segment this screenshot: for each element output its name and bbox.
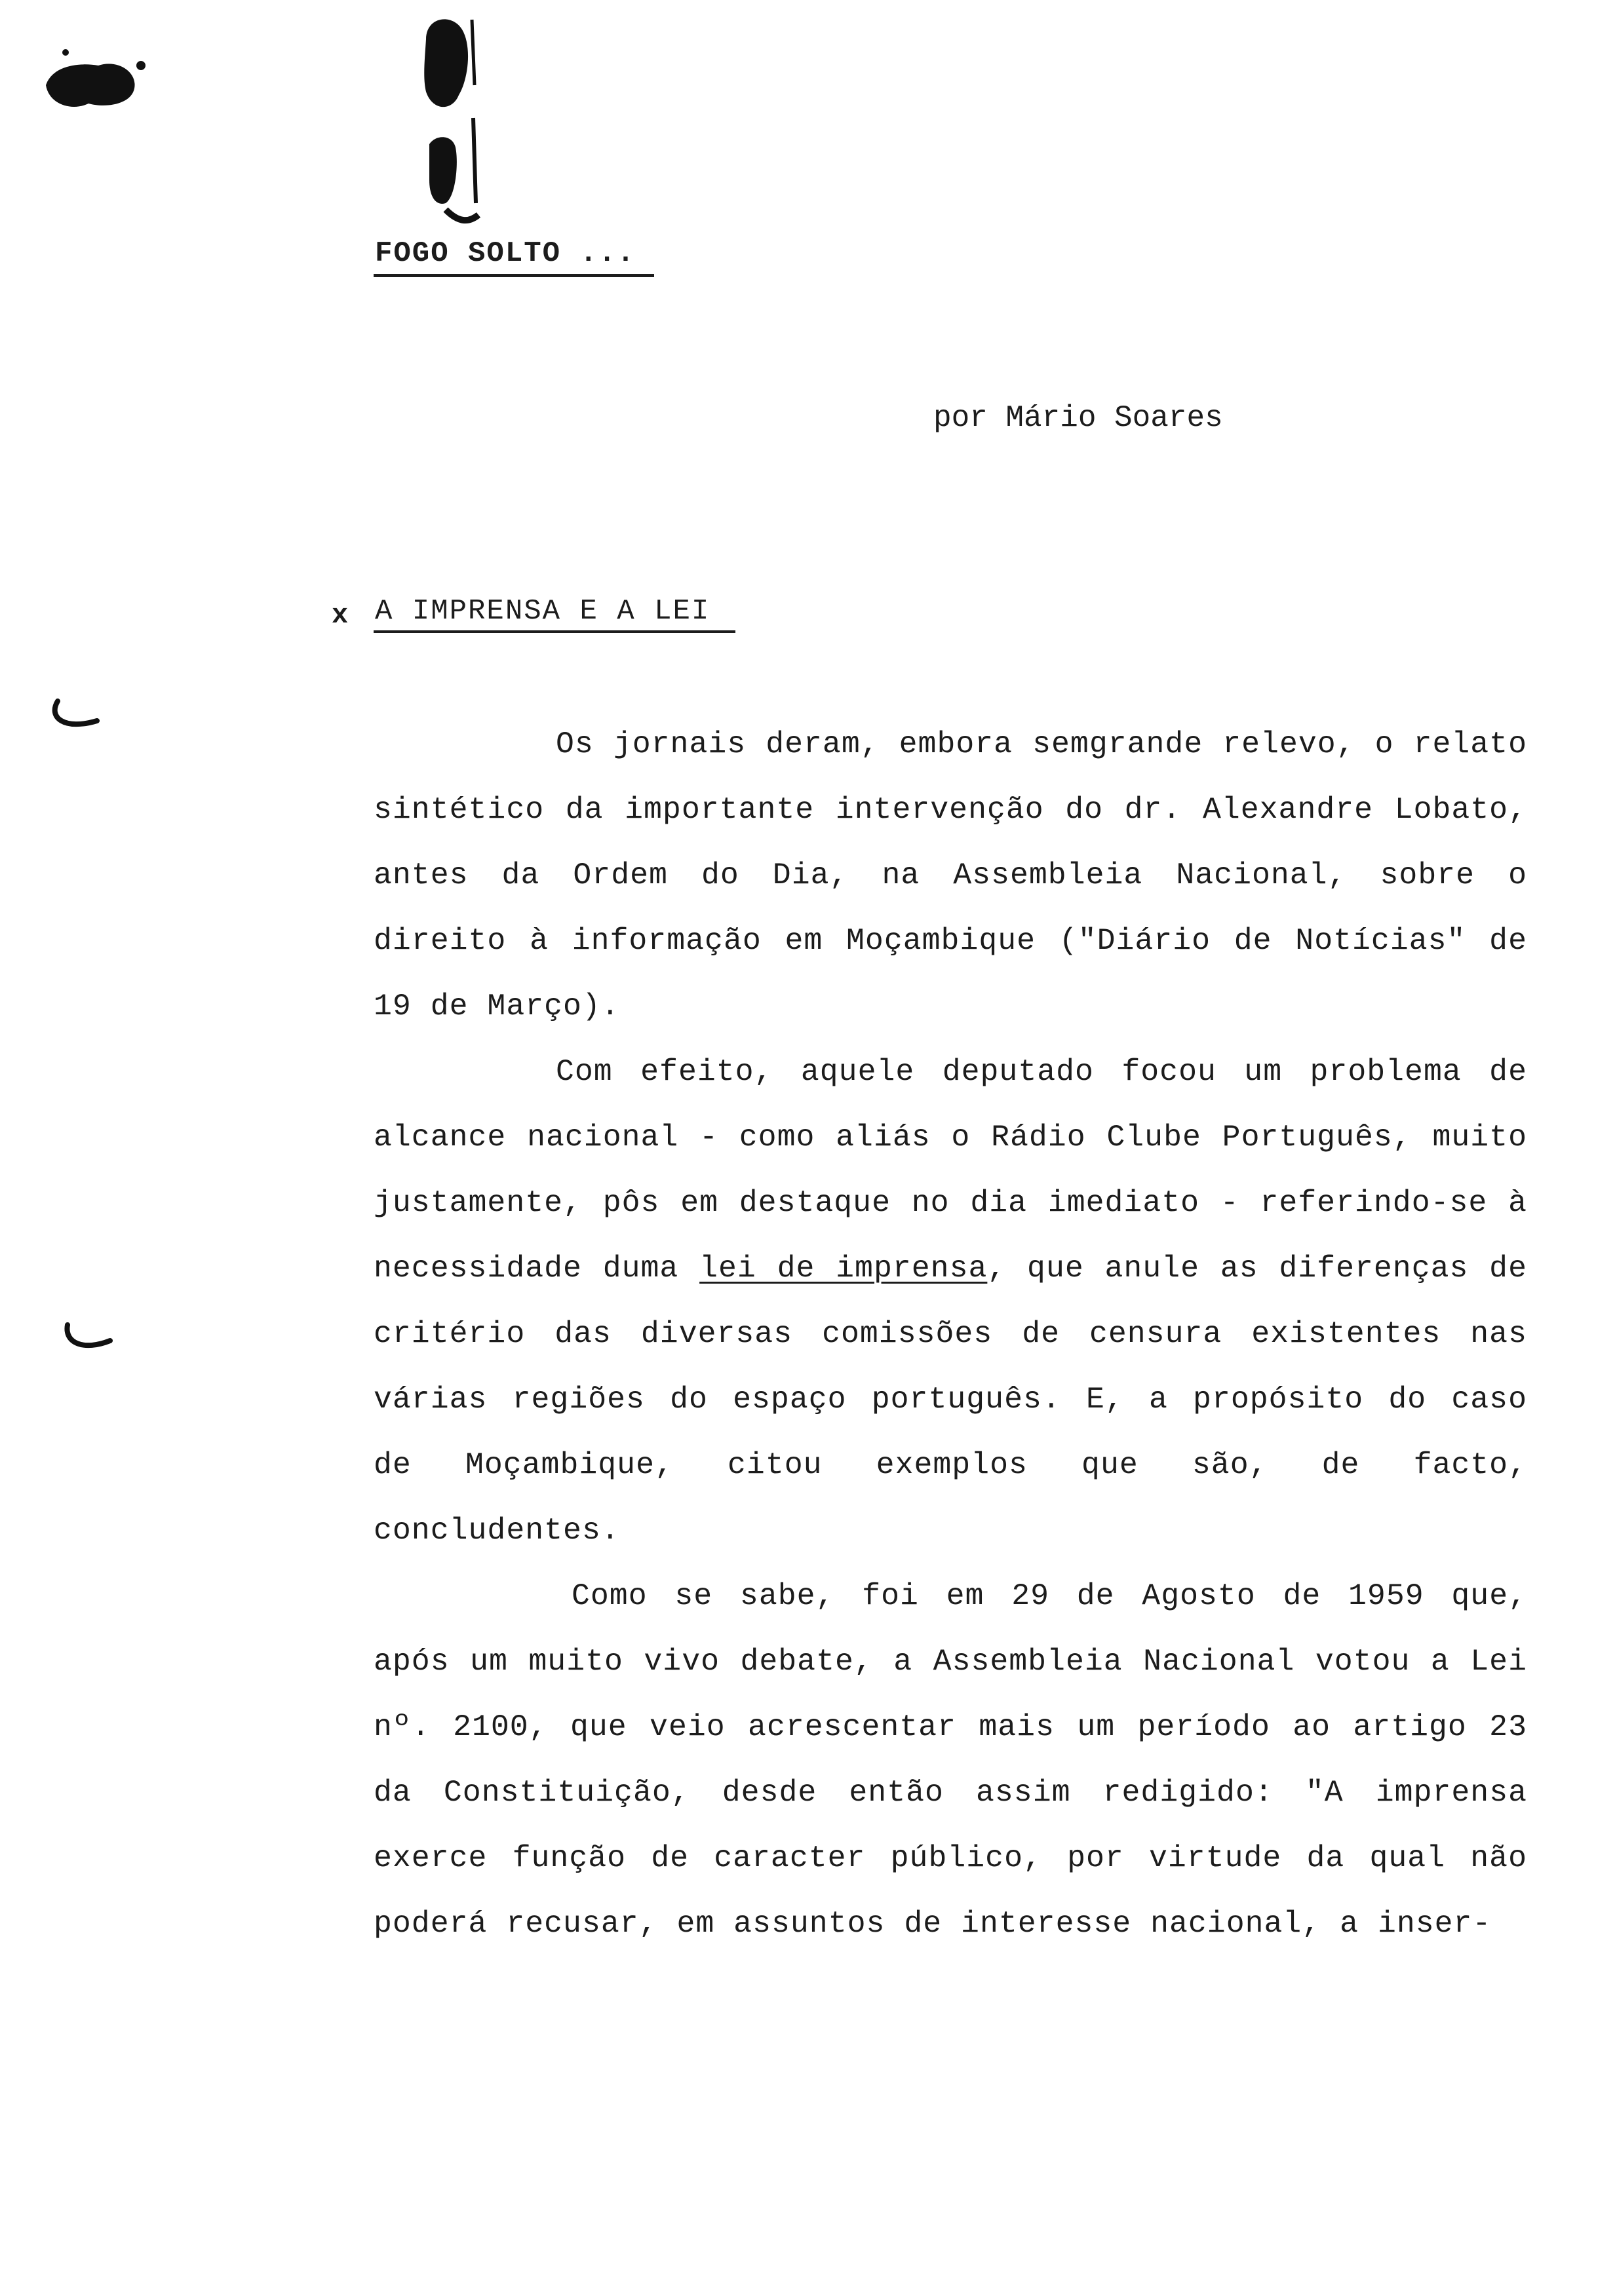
document-title: FOGO SOLTO ... bbox=[375, 237, 636, 270]
paragraph-text: Com efeito, aquele deputado focou um problema de alcance nacional - como aliás o Rádio Clube Português, muito justamente, pôs em destaque no dia imediato - referindo-se à necessidade duma bbox=[374, 1054, 1527, 1286]
underlined-phrase: lei de imprensa bbox=[699, 1251, 988, 1286]
section-marker: x bbox=[332, 600, 349, 631]
paragraph bbox=[374, 712, 1527, 1039]
ink-blot-punch-hole bbox=[406, 7, 498, 242]
margin-bracket-mark bbox=[45, 695, 104, 734]
paragraph-text: , que anule as diferenças de critério das diversas comissões de censura existentes nas várias regiões do espaço português. E, a propósito do caso de Moçambique, citou exemplos que são, de facto, concludentes. bbox=[374, 1251, 1527, 1548]
paragraph bbox=[374, 1039, 1527, 1563]
paragraph bbox=[374, 1563, 1527, 1957]
article-body bbox=[374, 712, 1527, 1957]
author-byline: por Mário Soares bbox=[933, 401, 1223, 435]
paragraph-text: Como se sabe, foi em 29 de Agosto de 1959 que, após um muito vivo debate, a Assembleia Nacional votou a Lei nº. 2100, que veio acrescentar mais um período ao artigo 23 da Constituição, desde então assim redigido: "A imprensa exerce função de caracter público, por virtude da qual não poderá recusar, em assuntos de interesse nacional, a inser- bbox=[374, 1578, 1527, 1941]
title-underline bbox=[374, 274, 654, 277]
paragraph-text: Os jornais deram, embora semgrande relevo, o relato sintético da importante intervenção do dr. Alexandre Lobato, antes da Ordem do Dia, na Assembleia Nacional, sobre o direito à informação em Moçambique ("Diário de Notícias" de 19 de Março). bbox=[374, 727, 1527, 1024]
section-heading-underline bbox=[374, 630, 735, 633]
margin-bracket-mark bbox=[58, 1317, 117, 1356]
ink-blot-top-left bbox=[26, 26, 157, 124]
section-heading: A IMPRENSA E A LEI bbox=[375, 595, 710, 628]
